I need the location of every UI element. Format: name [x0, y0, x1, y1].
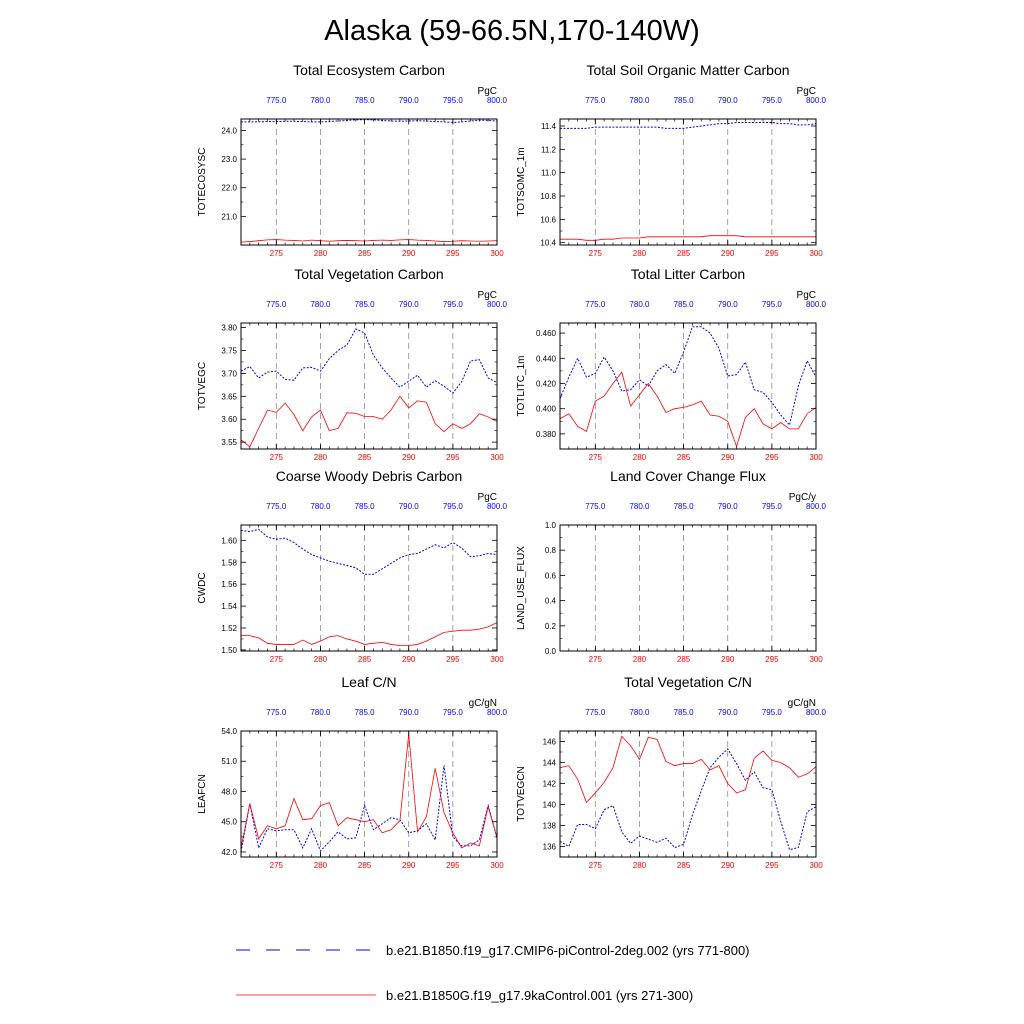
- chart-total-ecosystem-carbon-xtick-label-300: 300: [490, 249, 504, 258]
- chart-total-vegetation-c-n-series-ctrl: [560, 749, 816, 850]
- chart-total-vegetation-c-n-xtick-label-295: 295: [765, 861, 779, 870]
- chart-coarse-woody-debris-carbon-units: PgC: [477, 492, 497, 503]
- legend: [236, 943, 750, 1003]
- chart-total-soil-organic-matter-carbon-xtick-label-280: 280: [632, 249, 647, 258]
- chart-total-vegetation-c-n-ytick-label-3: 142: [542, 779, 556, 789]
- chart-total-soil-organic-matter-carbon-units: PgC: [796, 86, 816, 97]
- chart-coarse-woody-debris-carbon-x2tick-label-780: 780.0: [310, 502, 331, 511]
- chart-total-ecosystem-carbon: [197, 62, 508, 258]
- chart-land-cover-change-flux-xtick-label-280: 280: [632, 655, 647, 664]
- chart-total-ecosystem-carbon-ytick-label-3: 24.0: [221, 126, 237, 136]
- chart-total-vegetation-c-n-ytick-label-2: 140: [542, 800, 556, 810]
- chart-coarse-woody-debris-carbon-x2tick-label-795: 795.0: [442, 502, 463, 511]
- chart-coarse-woody-debris-carbon-x2tick-label-800: 800.0: [486, 502, 508, 511]
- chart-land-cover-change-flux-ylabel: LAND_USE_FLUX: [516, 546, 527, 630]
- chart-total-litter-carbon-x2tick-label-785: 785.0: [673, 300, 694, 309]
- chart-total-vegetation-c-n-x2tick-label-790: 790.0: [717, 708, 738, 717]
- chart-coarse-woody-debris-carbon-xtick-label-275: 275: [269, 655, 283, 664]
- chart-total-vegetation-c-n-ytick-label-0: 136: [542, 842, 556, 852]
- chart-total-vegetation-carbon-ytick-label-5: 3.80: [221, 323, 237, 333]
- chart-total-vegetation-carbon-ytick-label-3: 3.70: [221, 369, 237, 379]
- chart-total-ecosystem-carbon-x2tick-label-790: 790.0: [398, 96, 419, 105]
- chart-total-vegetation-c-n-xtick-label-285: 285: [676, 861, 691, 870]
- chart-total-soil-organic-matter-carbon: [516, 62, 827, 258]
- chart-total-ecosystem-carbon-frame: [241, 119, 497, 245]
- chart-land-cover-change-flux-xtick-label-290: 290: [721, 655, 735, 664]
- legend-label-ctrl: b.e21.B1850.f19_g17.CMIP6-piControl-2deg.002 (yrs 771-800): [386, 943, 750, 958]
- chart-coarse-woody-debris-carbon: [197, 468, 508, 664]
- chart-coarse-woody-debris-carbon-ytick-label-1: 1.52: [221, 623, 237, 633]
- chart-total-ecosystem-carbon-x2tick-label-775: 775.0: [266, 96, 287, 105]
- chart-leaf-c-n-frame: [241, 731, 497, 857]
- chart-total-litter-carbon-title: Total Litter Carbon: [630, 266, 746, 282]
- chart-total-vegetation-carbon-ytick-label-1: 3.60: [221, 415, 237, 425]
- chart-coarse-woody-debris-carbon-xtick-label-285: 285: [357, 655, 372, 664]
- chart-land-cover-change-flux-x2tick-label-775: 775.0: [585, 502, 606, 511]
- chart-leaf-c-n-x2tick-label-785: 785.0: [354, 708, 375, 717]
- chart-total-vegetation-carbon-xtick-label-290: 290: [402, 453, 416, 462]
- chart-land-cover-change-flux-ytick-label-3: 0.6: [544, 571, 556, 581]
- chart-total-litter-carbon-ytick-label-3: 0.440: [535, 354, 556, 364]
- chart-total-ecosystem-carbon-units: PgC: [477, 86, 497, 97]
- chart-total-litter-carbon-ylabel: TOTLITC_1m: [516, 355, 527, 417]
- chart-total-soil-organic-matter-carbon-ytick-label-1: 10.6: [540, 215, 556, 225]
- chart-land-cover-change-flux-x2tick-label-785: 785.0: [673, 502, 694, 511]
- chart-total-vegetation-c-n-xtick-label-280: 280: [632, 861, 647, 870]
- chart-total-vegetation-carbon-ytick-label-0: 3.55: [221, 438, 237, 448]
- chart-total-vegetation-c-n-ylabel: TOTVEGCN: [516, 766, 527, 822]
- chart-total-vegetation-c-n-x2tick-label-780: 780.0: [629, 708, 650, 717]
- chart-land-cover-change-flux-x2tick-label-790: 790.0: [717, 502, 738, 511]
- chart-total-litter-carbon-x2tick-label-780: 780.0: [629, 300, 650, 309]
- chart-total-vegetation-carbon-xtick-label-280: 280: [313, 453, 328, 462]
- chart-total-litter-carbon-xtick-label-285: 285: [676, 453, 691, 462]
- chart-total-ecosystem-carbon-xtick-label-290: 290: [402, 249, 416, 258]
- chart-total-soil-organic-matter-carbon-xtick-label-285: 285: [676, 249, 691, 258]
- chart-land-cover-change-flux-xtick-label-275: 275: [588, 655, 602, 664]
- chart-total-vegetation-carbon-ytick-label-2: 3.65: [221, 392, 237, 402]
- chart-total-vegetation-c-n-ytick-label-1: 138: [542, 821, 556, 831]
- chart-total-vegetation-c-n-ytick-label-4: 144: [542, 758, 556, 768]
- chart-leaf-c-n: [197, 674, 508, 870]
- chart-coarse-woody-debris-carbon-xtick-label-300: 300: [490, 655, 504, 664]
- chart-total-vegetation-carbon-x2tick-label-775: 775.0: [266, 300, 287, 309]
- chart-total-vegetation-c-n-ytick-label-5: 146: [542, 737, 556, 747]
- chart-total-soil-organic-matter-carbon-x2tick-label-790: 790.0: [717, 96, 738, 105]
- chart-land-cover-change-flux-xtick-label-295: 295: [765, 655, 779, 664]
- chart-leaf-c-n-xtick-label-275: 275: [269, 861, 283, 870]
- chart-land-cover-change-flux-units: PgC/y: [788, 492, 816, 503]
- chart-total-vegetation-c-n-x2tick-label-785: 785.0: [673, 708, 694, 717]
- chart-total-vegetation-carbon-xtick-label-275: 275: [269, 453, 283, 462]
- chart-total-ecosystem-carbon-series-exp: [241, 240, 497, 243]
- chart-coarse-woody-debris-carbon-xtick-label-295: 295: [446, 655, 460, 664]
- chart-total-litter-carbon-xtick-label-275: 275: [588, 453, 602, 462]
- chart-coarse-woody-debris-carbon-ytick-label-2: 1.54: [221, 602, 237, 612]
- chart-total-ecosystem-carbon-x2tick-label-800: 800.0: [486, 96, 508, 105]
- chart-total-vegetation-carbon-x2tick-label-795: 795.0: [442, 300, 463, 309]
- chart-leaf-c-n-xtick-label-295: 295: [446, 861, 460, 870]
- chart-total-litter-carbon-xtick-label-300: 300: [809, 453, 823, 462]
- chart-total-soil-organic-matter-carbon-x2tick-label-780: 780.0: [629, 96, 650, 105]
- chart-land-cover-change-flux: [516, 468, 827, 664]
- chart-total-ecosystem-carbon-ylabel: TOTECOSYSC: [197, 147, 208, 217]
- chart-total-soil-organic-matter-carbon-x2tick-label-800: 800.0: [805, 96, 827, 105]
- chart-leaf-c-n-xtick-label-290: 290: [402, 861, 416, 870]
- chart-total-soil-organic-matter-carbon-x2tick-label-785: 785.0: [673, 96, 694, 105]
- chart-coarse-woody-debris-carbon-x2tick-label-790: 790.0: [398, 502, 419, 511]
- chart-coarse-woody-debris-carbon-x2tick-label-785: 785.0: [354, 502, 375, 511]
- chart-land-cover-change-flux-ytick-label-0: 0.0: [544, 647, 556, 656]
- chart-total-litter-carbon-ytick-label-0: 0.380: [535, 429, 556, 439]
- chart-total-vegetation-c-n-xtick-label-275: 275: [588, 861, 602, 870]
- chart-land-cover-change-flux-x2tick-label-795: 795.0: [761, 502, 782, 511]
- chart-leaf-c-n-ytick-label-4: 54.0: [221, 727, 237, 736]
- chart-total-vegetation-c-n-xtick-label-300: 300: [809, 861, 823, 870]
- chart-leaf-c-n-x2tick-label-800: 800.0: [486, 708, 508, 717]
- chart-total-litter-carbon-x2tick-label-800: 800.0: [805, 300, 827, 309]
- chart-total-vegetation-carbon-x2tick-label-780: 780.0: [310, 300, 331, 309]
- chart-total-soil-organic-matter-carbon-frame: [560, 119, 816, 245]
- chart-total-vegetation-c-n-frame: [560, 731, 816, 857]
- figure-title: Alaska (59-66.5N,170-140W): [324, 15, 700, 47]
- chart-total-soil-organic-matter-carbon-ylabel: TOTSOMC_1m: [516, 147, 527, 217]
- chart-land-cover-change-flux-title: Land Cover Change Flux: [610, 468, 766, 484]
- chart-total-soil-organic-matter-carbon-x2tick-label-775: 775.0: [585, 96, 606, 105]
- chart-total-soil-organic-matter-carbon-ytick-label-2: 10.8: [540, 192, 556, 201]
- chart-total-vegetation-carbon-units: PgC: [477, 290, 497, 301]
- chart-total-litter-carbon: [516, 266, 827, 462]
- chart-total-vegetation-c-n-series-exp: [560, 736, 816, 802]
- chart-total-vegetation-carbon-xtick-label-300: 300: [490, 453, 504, 462]
- chart-leaf-c-n-xtick-label-300: 300: [490, 861, 504, 870]
- chart-coarse-woody-debris-carbon-ytick-label-0: 1.50: [221, 645, 237, 655]
- chart-total-litter-carbon-x2tick-label-775: 775.0: [585, 300, 606, 309]
- chart-total-vegetation-c-n-x2tick-label-800: 800.0: [805, 708, 827, 717]
- chart-total-litter-carbon-ytick-label-4: 0.460: [535, 329, 556, 339]
- chart-total-soil-organic-matter-carbon-xtick-label-275: 275: [588, 249, 602, 258]
- chart-coarse-woody-debris-carbon-xtick-label-290: 290: [402, 655, 416, 664]
- chart-leaf-c-n-x2tick-label-795: 795.0: [442, 708, 463, 717]
- chart-total-vegetation-c-n: [516, 674, 827, 870]
- chart-coarse-woody-debris-carbon-ytick-label-3: 1.56: [221, 580, 237, 590]
- chart-land-cover-change-flux-ytick-label-2: 0.4: [544, 596, 556, 606]
- chart-total-litter-carbon-series-ctrl: [560, 327, 816, 425]
- chart-total-vegetation-carbon-xtick-label-285: 285: [357, 453, 372, 462]
- chart-total-litter-carbon-ytick-label-2: 0.420: [535, 379, 556, 389]
- chart-total-ecosystem-carbon-ytick-label-2: 23.0: [221, 155, 237, 165]
- chart-land-cover-change-flux-ytick-label-1: 0.2: [544, 621, 556, 631]
- chart-total-vegetation-carbon-frame: [241, 323, 497, 449]
- chart-land-cover-change-flux-xtick-label-300: 300: [809, 655, 823, 664]
- chart-leaf-c-n-units: gC/gN: [468, 698, 497, 709]
- chart-coarse-woody-debris-carbon-ylabel: CWDC: [197, 572, 208, 604]
- chart-total-soil-organic-matter-carbon-series-exp: [560, 236, 816, 241]
- chart-coarse-woody-debris-carbon-title: Coarse Woody Debris Carbon: [275, 468, 463, 484]
- chart-total-vegetation-carbon-x2tick-label-785: 785.0: [354, 300, 375, 309]
- chart-land-cover-change-flux-ytick-label-5: 1.0: [544, 521, 556, 530]
- panel-grid: [197, 62, 827, 870]
- chart-total-vegetation-carbon-ytick-label-4: 3.75: [221, 346, 237, 356]
- chart-total-ecosystem-carbon-series-ctrl: [241, 120, 497, 123]
- chart-coarse-woody-debris-carbon-x2tick-label-775: 775.0: [266, 502, 287, 511]
- chart-leaf-c-n-x2tick-label-775: 775.0: [266, 708, 287, 717]
- chart-total-vegetation-carbon-title: Total Vegetation Carbon: [294, 266, 444, 282]
- chart-total-vegetation-carbon-x2tick-label-800: 800.0: [486, 300, 508, 309]
- chart-total-ecosystem-carbon-title: Total Ecosystem Carbon: [293, 62, 445, 78]
- chart-land-cover-change-flux-x2tick-label-780: 780.0: [629, 502, 650, 511]
- chart-leaf-c-n-x2tick-label-780: 780.0: [310, 708, 331, 717]
- chart-total-vegetation-c-n-x2tick-label-775: 775.0: [585, 708, 606, 717]
- chart-total-litter-carbon-units: PgC: [796, 290, 816, 301]
- chart-total-soil-organic-matter-carbon-xtick-label-290: 290: [721, 249, 735, 258]
- chart-total-soil-organic-matter-carbon-series-ctrl: [560, 123, 816, 129]
- chart-total-soil-organic-matter-carbon-ytick-label-0: 10.4: [540, 238, 556, 248]
- chart-coarse-woody-debris-carbon-frame: [241, 525, 497, 651]
- chart-total-soil-organic-matter-carbon-ytick-label-3: 11.0: [541, 168, 556, 178]
- chart-leaf-c-n-ytick-label-1: 45.0: [221, 817, 237, 827]
- chart-total-ecosystem-carbon-xtick-label-280: 280: [313, 249, 328, 258]
- legend-label-exp: b.e21.B1850G.f19_g17.9kaControl.001 (yrs 271-300): [386, 988, 694, 1003]
- chart-coarse-woody-debris-carbon-ytick-label-4: 1.58: [221, 558, 237, 568]
- chart-total-ecosystem-carbon-x2tick-label-785: 785.0: [354, 96, 375, 105]
- chart-leaf-c-n-title: Leaf C/N: [341, 674, 397, 690]
- chart-total-litter-carbon-frame: [560, 323, 816, 449]
- chart-total-soil-organic-matter-carbon-ytick-label-5: 11.4: [541, 122, 556, 131]
- chart-total-ecosystem-carbon-x2tick-label-780: 780.0: [310, 96, 331, 105]
- chart-leaf-c-n-xtick-label-280: 280: [313, 861, 328, 870]
- chart-leaf-c-n-x2tick-label-790: 790.0: [398, 708, 419, 717]
- chart-total-vegetation-c-n-title: Total Vegetation C/N: [624, 674, 752, 690]
- chart-total-ecosystem-carbon-xtick-label-295: 295: [446, 249, 460, 258]
- chart-total-vegetation-carbon-series-ctrl: [241, 329, 497, 393]
- chart-total-ecosystem-carbon-xtick-label-285: 285: [357, 249, 372, 258]
- chart-total-ecosystem-carbon-ytick-label-1: 22.0: [221, 183, 237, 193]
- chart-total-vegetation-c-n-units: gC/gN: [787, 698, 816, 709]
- chart-leaf-c-n-ytick-label-0: 42.0: [221, 847, 237, 857]
- chart-total-litter-carbon-ytick-label-1: 0.400: [535, 404, 556, 414]
- chart-total-litter-carbon-x2tick-label-795: 795.0: [761, 300, 782, 309]
- chart-total-litter-carbon-xtick-label-295: 295: [765, 453, 779, 462]
- chart-leaf-c-n-series-ctrl: [241, 765, 497, 852]
- chart-coarse-woody-debris-carbon-series-exp: [241, 623, 497, 646]
- chart-total-vegetation-c-n-x2tick-label-795: 795.0: [761, 708, 782, 717]
- chart-total-litter-carbon-x2tick-label-790: 790.0: [717, 300, 738, 309]
- chart-coarse-woody-debris-carbon-series-ctrl: [241, 529, 497, 574]
- chart-leaf-c-n-ytick-label-3: 51.0: [221, 757, 237, 767]
- chart-leaf-c-n-xtick-label-285: 285: [357, 861, 372, 870]
- chart-land-cover-change-flux-xtick-label-285: 285: [676, 655, 691, 664]
- chart-total-ecosystem-carbon-ytick-label-0: 21.0: [221, 212, 237, 222]
- chart-total-vegetation-carbon-xtick-label-295: 295: [446, 453, 460, 462]
- chart-leaf-c-n-ylabel: LEAFCN: [197, 774, 208, 814]
- chart-leaf-c-n-ytick-label-2: 48.0: [221, 787, 237, 797]
- chart-coarse-woody-debris-carbon-xtick-label-280: 280: [313, 655, 328, 664]
- chart-total-vegetation-carbon: [197, 266, 508, 462]
- chart-total-vegetation-carbon-x2tick-label-790: 790.0: [398, 300, 419, 309]
- chart-total-litter-carbon-series-exp: [560, 372, 816, 446]
- chart-total-vegetation-carbon-ylabel: TOTVEGC: [197, 361, 208, 411]
- chart-land-cover-change-flux-frame: [560, 525, 816, 651]
- chart-total-soil-organic-matter-carbon-xtick-label-300: 300: [809, 249, 823, 258]
- chart-total-ecosystem-carbon-xtick-label-275: 275: [269, 249, 283, 258]
- chart-total-vegetation-c-n-xtick-label-290: 290: [721, 861, 735, 870]
- chart-land-cover-change-flux-x2tick-label-800: 800.0: [805, 502, 827, 511]
- chart-coarse-woody-debris-carbon-ytick-label-5: 1.60: [221, 536, 237, 546]
- chart-total-vegetation-carbon-series-exp: [241, 396, 497, 446]
- chart-total-litter-carbon-xtick-label-290: 290: [721, 453, 735, 462]
- chart-land-cover-change-flux-ytick-label-4: 0.8: [544, 546, 556, 556]
- chart-total-ecosystem-carbon-x2tick-label-795: 795.0: [442, 96, 463, 105]
- chart-total-soil-organic-matter-carbon-title: Total Soil Organic Matter Carbon: [586, 62, 790, 78]
- chart-total-soil-organic-matter-carbon-ytick-label-4: 11.2: [541, 145, 556, 155]
- chart-total-litter-carbon-xtick-label-280: 280: [632, 453, 647, 462]
- chart-total-soil-organic-matter-carbon-x2tick-label-795: 795.0: [761, 96, 782, 105]
- chart-total-soil-organic-matter-carbon-xtick-label-295: 295: [765, 249, 779, 258]
